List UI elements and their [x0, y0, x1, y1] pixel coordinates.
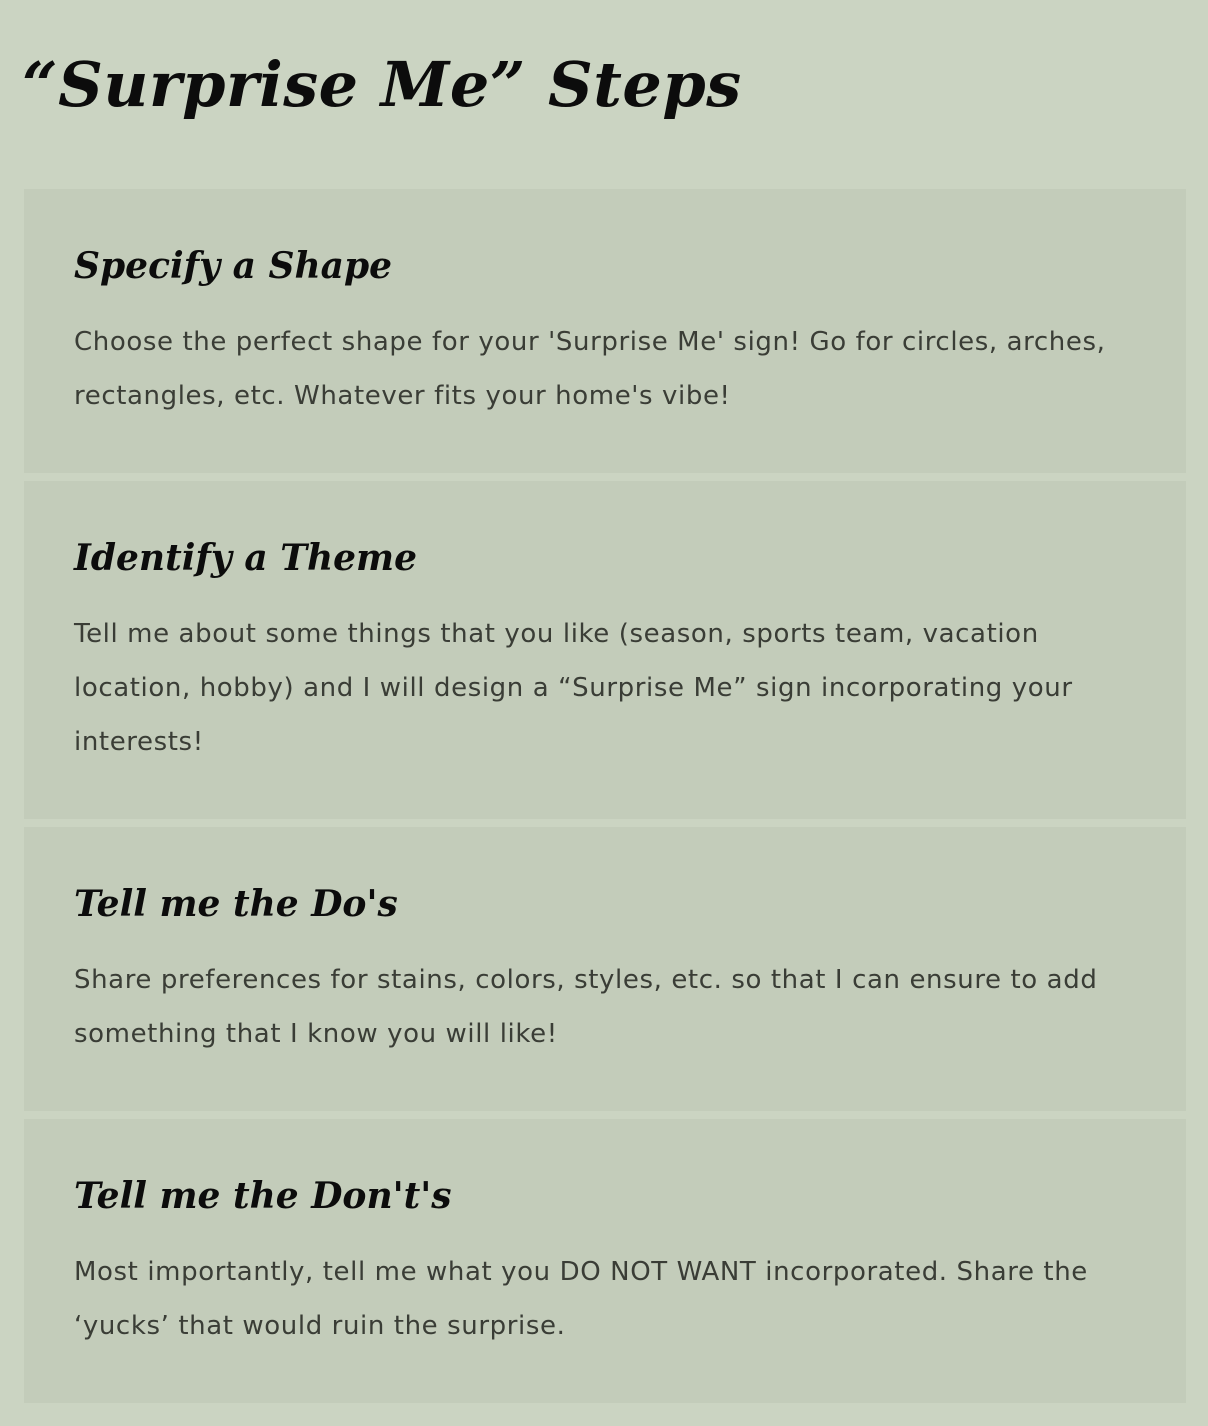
step-description: Tell me about some things that you like (season, sports team, vacation location, hobby) and I will design a “Surprise Me” sign incorporating your interests!	[74, 619, 1073, 757]
steps-list	[24, 189, 1186, 1403]
step-title: Identify a Theme	[74, 537, 418, 579]
step-title: Specify a Shape	[74, 245, 393, 287]
step-description: Most importantly, tell me what you DO NOT WANT incorporated. Share the ‘yucks’ that would ruin the surprise.	[74, 1257, 1088, 1341]
page-title: “Surprise Me” Steps	[22, 48, 742, 121]
step-card-specify-shape	[24, 189, 1186, 473]
step-description: Choose the perfect shape for your 'Surprise Me' sign! Go for circles, arches, rectangles, etc. Whatever fits your home's vibe!	[74, 327, 1106, 411]
step-card-donts	[24, 1119, 1186, 1403]
step-description: Share preferences for stains, colors, styles, etc. so that I can ensure to add something that I know you will like!	[74, 965, 1098, 1049]
step-title: Tell me the Do's	[74, 883, 398, 925]
step-title: Tell me the Don't's	[74, 1175, 452, 1217]
step-card-dos	[24, 827, 1186, 1111]
step-card-identify-theme	[24, 481, 1186, 819]
